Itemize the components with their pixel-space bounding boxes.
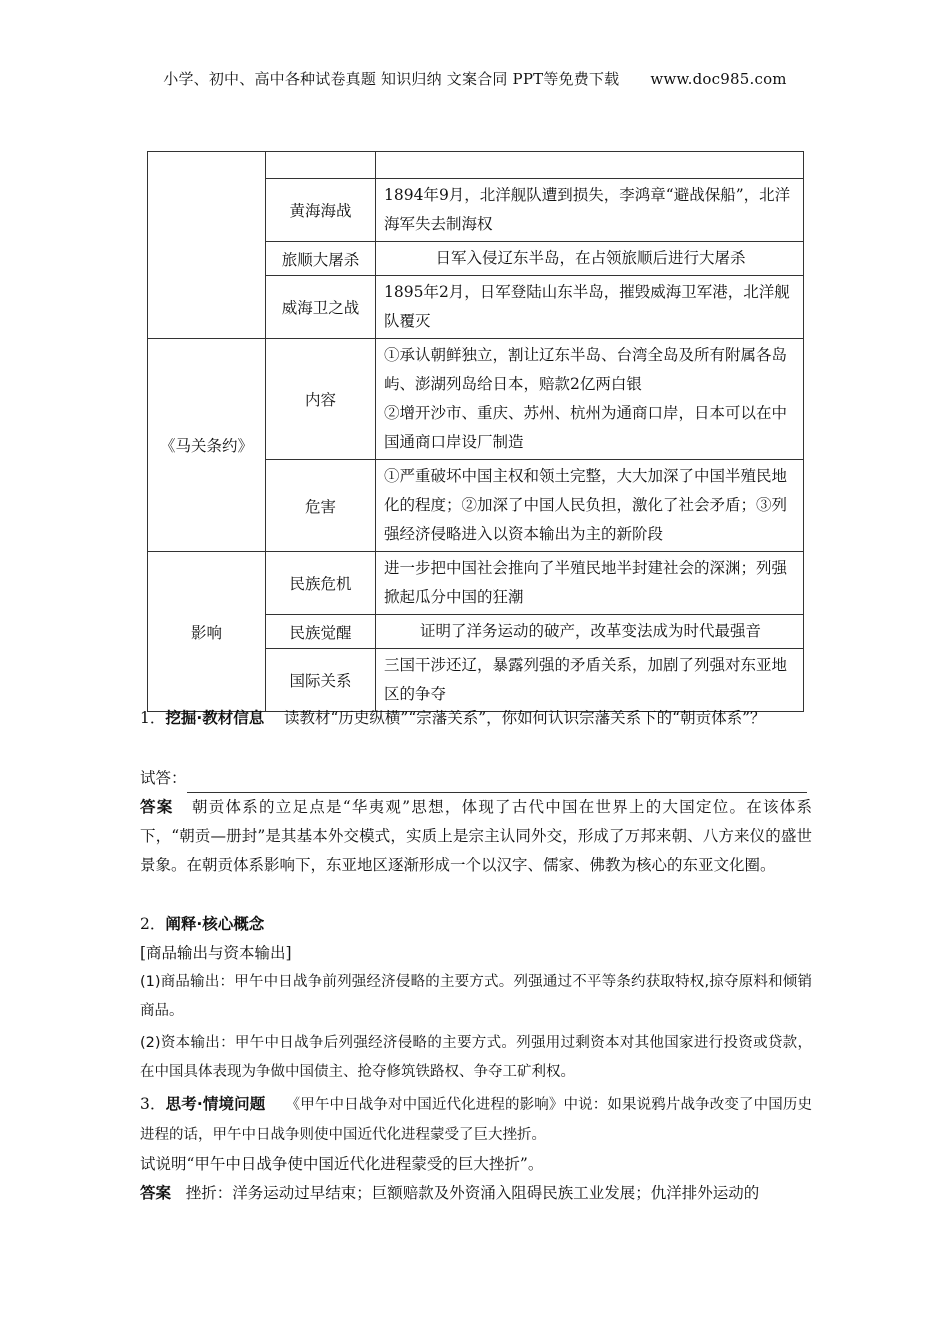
treaty-content-cell — [376, 339, 804, 460]
page-header — [0, 68, 950, 89]
q2-item-2: (2)资本输出：甲午中日战争后列强经济侵略的主要方式。列强用过剩资本对其他国家进行投资或贷款，在中国具体表现为争做中国债主、抢夺修筑铁路权、争夺工矿利权。 — [140, 1035, 812, 1080]
table-row — [148, 152, 804, 179]
q1-number: 1． — [140, 709, 166, 727]
q3-text: 《甲午中日战争对中国近代化进程的影响》中说：如果说鸦片战争改变了中国历史进程的话，甲午中日战争则使中国近代化进程蒙受了巨大挫折。 — [140, 1097, 813, 1143]
q2-number: 2． — [140, 915, 166, 933]
q3-prompt — [140, 1090, 812, 1150]
war-name-cell — [266, 152, 376, 179]
q2-heading — [140, 910, 812, 939]
q3-answer-text: 挫折：洋务运动过早结束；巨额赔款及外资涌入阻碍民族工业发展；仇洋排外运动的 — [185, 1184, 760, 1202]
impact-name-cell: 国际关系 — [266, 649, 376, 712]
summary-table — [147, 151, 804, 712]
q1-answer-text: 朝贡体系的立足点是“华夷观”思想，体现了古代中国在世界上的大国定位。在该体系下，“朝贡—册封”是其基本外交模式，实质上是宗主认同外交，形成了万邦来朝、八方来仪的盛世景象。在朝贡体系影响下，东亚地区逐渐形成一个以汉字、儒家、佛教为核心的东亚文化圈。 — [140, 798, 812, 874]
treaty-content-2: ②增开沙市、重庆、苏州、杭州为通商口岸，日本可以在中国通商口岸设厂制造 — [384, 404, 788, 451]
war-name-cell: 黄海海战 — [266, 179, 376, 242]
q2-subtitle: [商品输出与资本输出] — [140, 944, 292, 962]
q1-prompt — [140, 704, 812, 733]
q1-answer-input[interactable] — [187, 774, 807, 793]
q3-number: 3． — [140, 1095, 166, 1113]
impact-desc-cell: 三国干涉还辽，暴露列强的矛盾关系，加剧了列强对东亚地区的争夺 — [376, 649, 804, 712]
impact-desc-cell: 进一步把中国社会推向了半殖民地半封建社会的深渊；列强掀起瓜分中国的狂潮 — [376, 552, 804, 615]
q1-answer-label: 答案 — [140, 798, 174, 816]
war-desc-cell: 1894年9月，北洋舰队遭到损失，李鸿章“避战保船”，北洋海军失去制海权 — [376, 179, 804, 242]
q1-answer — [140, 793, 812, 880]
q1-title: 挖掘·教材信息 — [165, 709, 265, 727]
table-row — [148, 552, 804, 615]
q1-text: 读教材“历史纵横”“宗藩关系”，你如何认识宗藩关系下的“朝贡体系”？ — [283, 709, 766, 727]
treaty-harm-cell: ①严重破坏中国主权和领土完整，大大加深了中国半殖民地化的程度；②加深了中国人民负担，激化了社会矛盾；③列强经济侵略进入以资本输出为主的新阶段 — [376, 460, 804, 552]
war-desc-cell: 1895年2月，日军登陆山东半岛，摧毁威海卫军港，北洋舰队覆灭 — [376, 276, 804, 339]
war-name-cell: 威海卫之战 — [266, 276, 376, 339]
impact-name-cell: 民族觉醒 — [266, 615, 376, 649]
q3-answer — [140, 1179, 812, 1208]
treaty-label-cell: 《马关条约》 — [148, 339, 266, 552]
treaty-content-1: ①承认朝鲜独立，割让辽东半岛、台湾全岛及所有附属各岛屿、澎湖列岛给日本，赔款2亿两白银 — [384, 346, 788, 393]
war-category-cell — [148, 152, 266, 339]
q3-answer-label: 答案 — [140, 1184, 172, 1202]
treaty-content-label: 内容 — [266, 339, 376, 460]
q3-title: 思考·情境问题 — [165, 1095, 266, 1113]
impact-label-cell: 影响 — [148, 552, 266, 712]
war-name-cell: 旅顺大屠杀 — [266, 242, 376, 276]
header-url[interactable]: www.doc985.com — [650, 70, 787, 88]
q3-question: 试说明“甲午中日战争使中国近代化进程蒙受的巨大挫折”。 — [140, 1155, 544, 1173]
war-desc-cell — [376, 152, 804, 179]
header-text: 小学、初中、高中各种试卷真题 知识归纳 文案合同 PPT等免费下载 — [163, 70, 620, 88]
impact-name-cell: 民族危机 — [266, 552, 376, 615]
impact-desc-cell: 证明了洋务运动的破产，改革变法成为时代最强音 — [376, 615, 804, 649]
q1-try-label: 试答： — [140, 769, 187, 787]
q2-item-1: (1)商品输出：甲午中日战争前列强经济侵略的主要方式。列强通过不平等条约获取特权,掠夺原料和倾销商品。 — [140, 974, 812, 1019]
war-desc-cell: 日军入侵辽东半岛，在占领旅顺后进行大屠杀 — [376, 242, 804, 276]
q2-title: 阐释·核心概念 — [165, 915, 265, 933]
treaty-harm-label: 危害 — [266, 460, 376, 552]
q1-try-row — [140, 764, 812, 793]
table-row — [148, 339, 804, 460]
